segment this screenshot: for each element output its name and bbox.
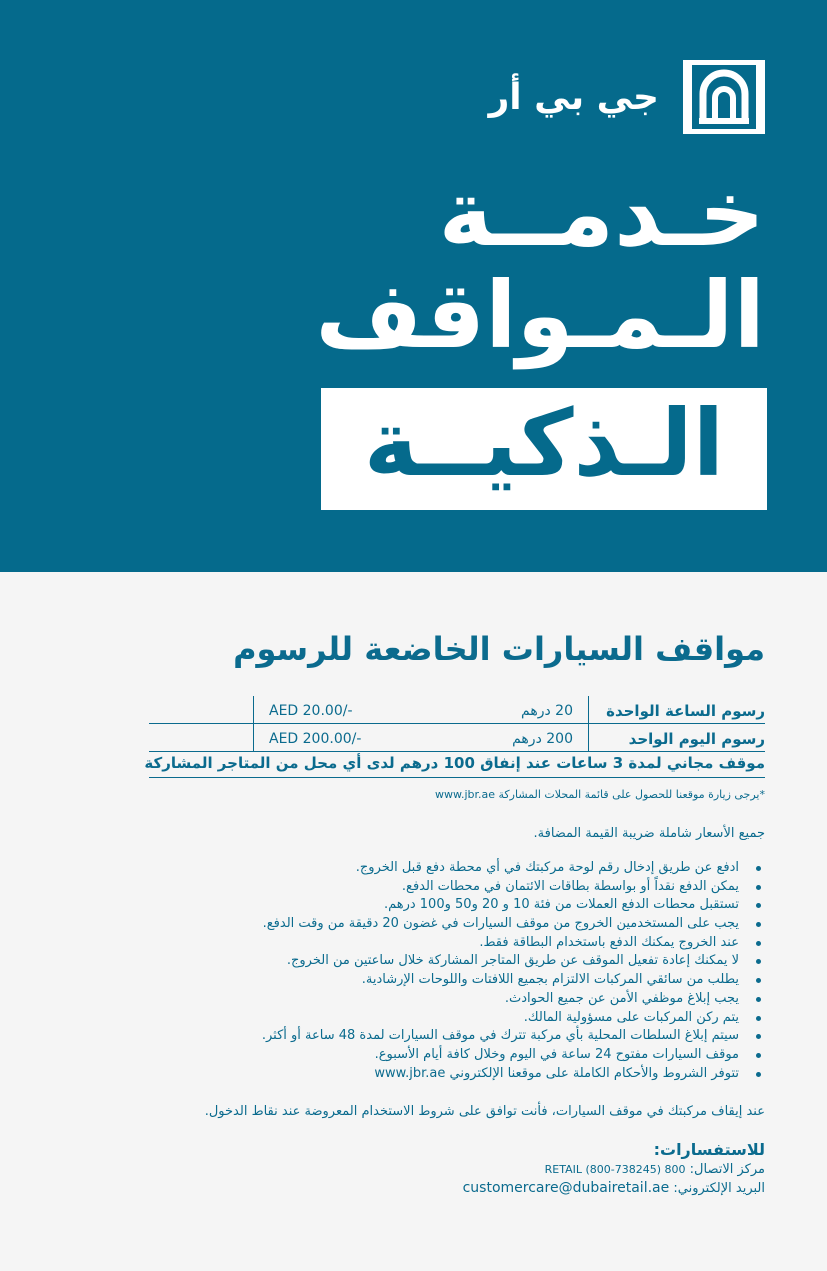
list-item: يطلب من سائقي المركبات الالتزام بجميع اللافتات واللوحات الإرشادية.: [125, 972, 765, 991]
free-parking-text: موقف مجاني لمدة 3 ساعات عند إنفاق 100 درهم لدى أي محل من المتاجر المشاركة: [144, 754, 765, 772]
section-title: مواقف السيارات الخاضعة للرسوم: [233, 630, 765, 668]
list-item: يمكن الدفع نقداً أو بواسطة بطاقات الائتمان في محطات الدفع.: [125, 879, 765, 898]
jbr-logo-icon: [681, 60, 767, 134]
email-line: [463, 1180, 765, 1196]
brand-logo: [489, 60, 767, 134]
hero-title-line3: الـذكيــة: [363, 390, 725, 497]
hero-title-box: [321, 388, 767, 510]
list-item: سيتم إبلاغ السلطات المحلية بأي مركبة تترك في موقف السيارات لمدة 48 ساعة أو أكثر.: [125, 1028, 765, 1047]
fee-price-en: AED 20.00/-: [269, 703, 353, 719]
hero-title-line1: خـدمــة: [438, 160, 765, 267]
inquiries-heading: للاستفسارات:: [653, 1140, 765, 1159]
email-label: البريد الإلكتروني:: [673, 1181, 765, 1196]
call-center-label: مركز الاتصال:: [689, 1162, 765, 1177]
vat-note: جميع الأسعار شاملة ضريبة القيمة المضافة.: [533, 826, 765, 841]
hero-title-line2: الـمـواقف: [315, 262, 765, 369]
free-parking-row: [144, 752, 765, 778]
email-link[interactable]: customercare@dubairetail.ae: [462, 1180, 670, 1196]
fee-label: رسوم الساعة الواحدة: [606, 702, 765, 720]
list-item: يجب على المستخدمين الخروج من موقف السيارات في غضون 20 دقيقة من وقت الدفع.: [125, 916, 765, 935]
fee-row: [149, 696, 765, 724]
list-item: ادفع عن طريق إدخال رقم لوحة مركبتك في أي محطة دفع قبل الخروج.: [125, 860, 765, 879]
call-center-line: [545, 1162, 765, 1177]
brand-name: جي بي أر: [488, 76, 659, 118]
list-item: تتوفر الشروط والأحكام الكاملة على موقعنا الإلكتروني www.jbr.ae: [125, 1066, 765, 1085]
fee-price-en: AED 200.00/-: [269, 731, 362, 747]
list-item: يتم ركن المركبات على مسؤولية المالك.: [125, 1010, 765, 1029]
list-item: موقف السيارات مفتوح 24 ساعة في اليوم وخلال كافة أيام الأسبوع.: [125, 1047, 765, 1066]
fee-price-ar: 20 درهم: [521, 703, 573, 719]
call-center-number[interactable]: 800 RETAIL (800-738245): [544, 1163, 686, 1176]
rules-list: [125, 860, 765, 1084]
fee-price-ar: 200 درهم: [512, 731, 573, 747]
fee-label: رسوم اليوم الواحد: [628, 730, 765, 748]
list-item: لا يمكنك إعادة تفعيل الموقف عن طريق المتاجر المشاركة خلال ساعتين من الخروج.: [125, 953, 765, 972]
list-item: يجب إبلاغ موظفي الأمن عن جميع الحوادث.: [125, 991, 765, 1010]
fees-table: [144, 696, 765, 778]
list-item: تستقبل محطات الدفع العملات من فئة 10 و 20 و50 و100 درهم.: [125, 897, 765, 916]
terms-agreement: عند إيقاف مركبتك في موقف السيارات، فأنت توافق على شروط الاستخدام المعروضة عند نقاط الدخول.: [204, 1104, 765, 1119]
fee-row: [149, 724, 765, 752]
participating-stores-note: *يرجى زيارة موقعنا للحصول على قائمة المحلات المشاركة www.jbr.ae: [434, 788, 765, 801]
list-item: عند الخروج يمكنك الدفع باستخدام البطاقة فقط.: [125, 935, 765, 954]
hero-banner: [0, 0, 827, 572]
